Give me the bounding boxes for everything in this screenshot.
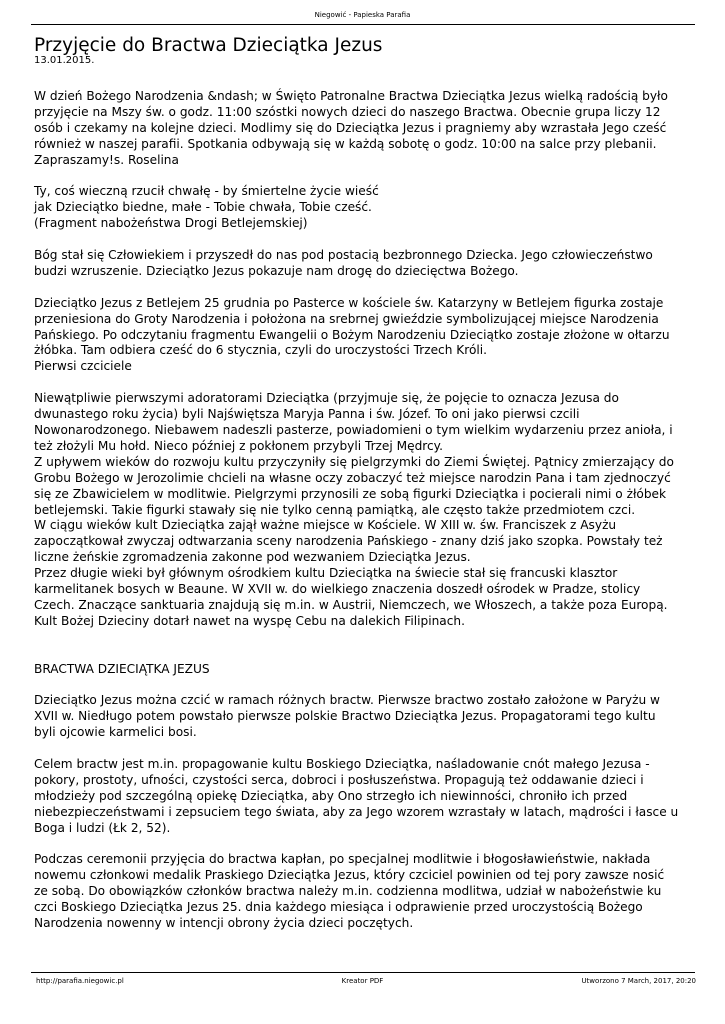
- quote-paragraph: Ty, coś wieczną rzucił chwałę - by śmiertelne życie wieść jak Dzieciątko biedne, małe - Tobie chwała, Tobie cześć. (Fragment nabożeństwa Drogi Betlejemskiej): [34, 184, 379, 231]
- paragraph: Dzieciątko Jezus z Betlejem 25 grudnia po Pasterce w kościele św. Katarzyny w Betlejem figurka zostaje przeniesiona do Groty Narodzenia i położona na srebrnej gwieździe symbolizującej miejsce Narodzenia Pańskiego. Po odczytaniu fragmentu Ewangelii o Bożym Narodzeniu Dzieciątko zostaje złożone w ołtarzu żłóbka. Tam odbiera cześć do 6 stycznia, czyli do uroczystości Trzech Króli. Pierwsi czciciele: [34, 295, 670, 374]
- header-divider: [31, 24, 695, 25]
- section-heading: BRACTWA DZIECIĄTKA JEZUS: [34, 661, 210, 676]
- footer-created: Utworzono 7 March, 2017, 20:20: [581, 977, 696, 985]
- paragraph: Podczas ceremonii przyjęcia do bractwa kapłan, po specjalnej modlitwie i błogosławieństwie, nakłada nowemu członkowi medalik Praskiego Dzieciątka Jezus, który czciciel powinien od tej pory zawsze nosić ze sobą. Do obowiązków członków bractwa należy m.in. codzienna modlitwa, udział w nabożeństwie ku czci Boskiego Dzieciątka Jezus 25. dnia każdego miesiąca i odprawienie przed uroczystością Bożego Narodzenia nowenny w intencji obrony życia dzieci poczętych.: [34, 852, 665, 930]
- paragraph: Celem bractw jest m.in. propagowanie kultu Boskiego Dzieciątka, naśladowanie cnót małego Jezusa - pokory, prostoty, ufności, czystości serca, dobroci i posłuszeństwa. Propagują też oddawanie dzieci i młodzieży pod szczególną opiekę Dzieciątka, aby Ono strzegło ich niewinności, chroniło ich przed niebezpieczeństwami i zepsuciem tego świata, aby za Jego wzorem wzrastały w latach, mądrości i łasce u Boga i ludzi (Łk 2, 52).: [34, 756, 679, 835]
- article-title: Przyjęcie do Bractwa Dzieciątka Jezus: [34, 35, 383, 56]
- paragraph: W dzień Bożego Narodzenia &ndash; w Święto Patronalne Bractwa Dzieciątka Jezus wielką radością było przyjęcie na Mszy św. o godz. 11:00 szóstki nowych dzieci do naszego Bractwa. Obecnie grupa liczy 12 osób i czekamy na kolejne dzieci. Modlimy się do Dzieciątka Jezus i pragniemy aby wzrastała Jego cześć również w naszej parafii. Spotkania odbywają się w każdą sobotę o godz. 10:00 na salce przy plebanii. Zapraszamy!s. Roselina: [34, 89, 668, 167]
- article-body: [34, 89, 694, 948]
- site-title: Niegowić - Papieska Parafia: [314, 11, 411, 19]
- footer-divider: [31, 972, 695, 973]
- paragraph: Bóg stał się Człowiekiem i przyszedł do nas pod postacią bezbronnego Dziecka. Jego człowieczeństwo budzi wzruszenie. Dzieciątko Jezus pokazuje nam drogę do dziecięctwa Bożego.: [34, 248, 653, 278]
- paragraph: Dzieciątko Jezus można czcić w ramach różnych bractw. Pierwsze bractwo zostało założone w Paryżu w XVII w. Niedługo potem powstało pierwsze polskie Bractwo Dzieciątka Jezus. Propagatorami tego kultu byli ojcowie karmelici bosi.: [34, 693, 660, 740]
- paragraph: Niewątpliwie pierwszymi adoratorami Dzieciątka (przyjmuje się, że pojęcie to oznacza Jezusa do dwunastego roku życia) byli Najświętsza Maryja Panna i św. Józef. To oni jako pierwsi czcili Nowonarodzonego. Niebawem nadeszli pasterze, powiadomieni o tym wielkim wydarzeniu przez anioła, i też złożyli Mu hołd. Nieco później z pokłonem przybyli Trzej Mędrcy. Z upływem wieków do rozwoju kultu przyczyniły się pielgrzymki do Ziemi Świętej. Pątnicy zmierzający do Grobu Bożego w Jerozolimie chcieli na własne oczy zobaczyć też miejsce narodzin Pana i tam zjednoczyć się ze Zbawicielem w modlitwie. Pielgrzymi przynosili ze sobą figurki Dzieciątka i pocierali nimi o żłóbek betlejemski. Takie figurki stawały się nie tylko cenną pamiątką, ale często także przedmiotem czci. W ciągu wieków kult Dzieciątka zajął ważne miejsce w Kościele. W XIII w. św. Franciszek z Asyżu zapoczątkował zwyczaj odtwarzania sceny narodzenia Pańskiego - znany dziś jako szopka. Powstały też liczne żeńskie zgromadzenia zakonne pod wezwaniem Dzieciątka Jezus. Przez długie wieki był głównym ośrodkiem kultu Dzieciątka na świecie stał się francuski klasztor karmelitanek bosych w Beaune. W XVII w. do wielkiego znaczenia doszedł ośrodek w Pradze, stolicy Czech. Znaczące sanktuaria znajdują się m.in. w Austrii, Niemczech, we Włoszech, a także poza Europą. Kult Bożej Dzieciny dotarł nawet na wyspę Cebu na dalekich Filipinach.: [34, 391, 674, 628]
- footer-url: http://parafia.niegowic.pl: [36, 977, 124, 985]
- article-date: 13.01.2015.: [34, 55, 95, 66]
- footer-generator: Kreator PDF: [341, 977, 384, 985]
